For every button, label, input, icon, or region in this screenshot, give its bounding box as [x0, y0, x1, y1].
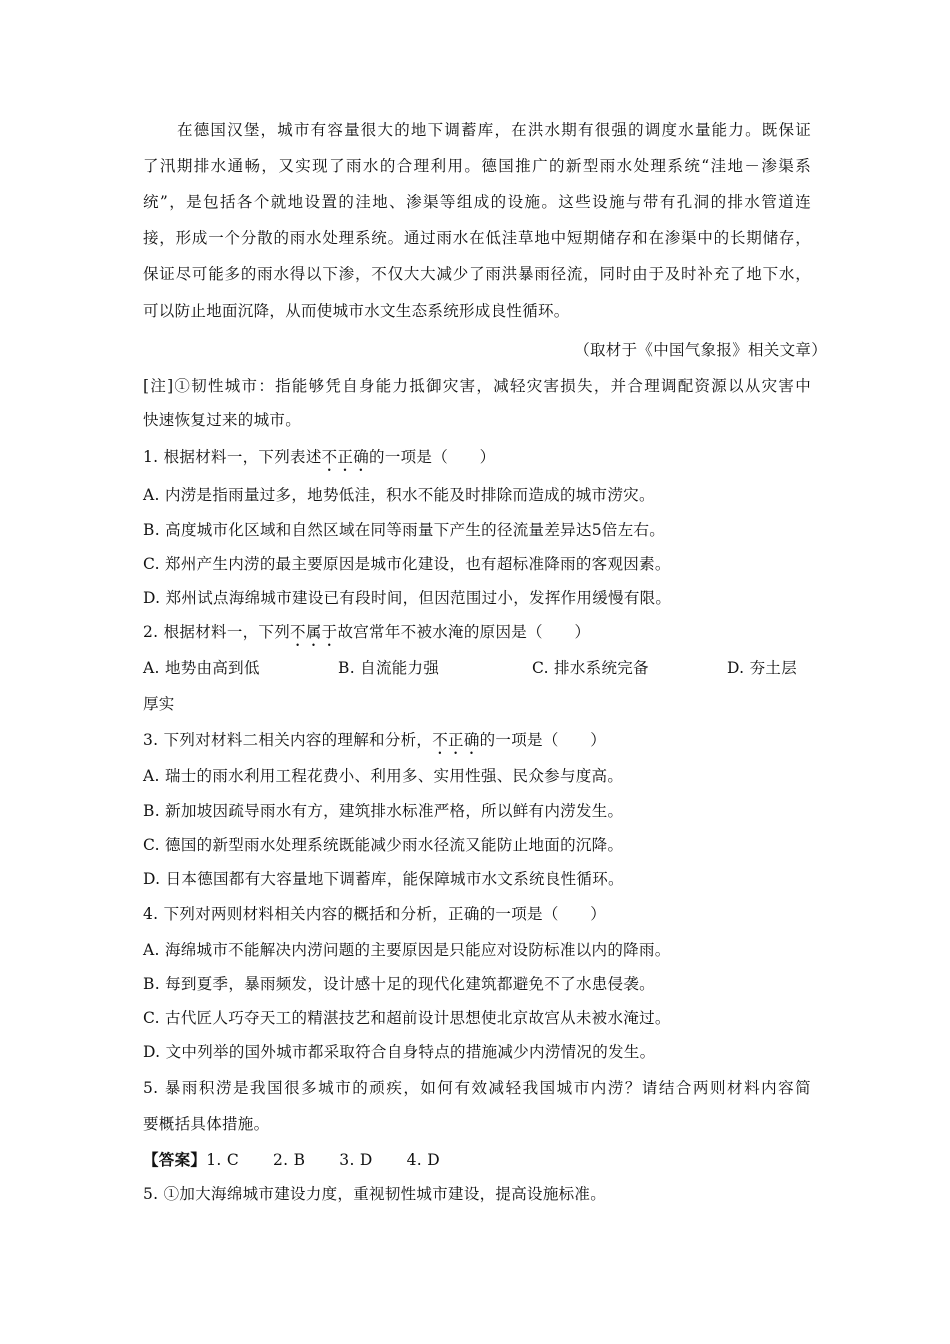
question-2-option-d-wrap: 厚实 [143, 695, 175, 713]
paragraph-line: 了汛期排水通畅，又实现了雨水的合理利用。德国推广的新型雨水处理系统“洼地－渗渠系 [143, 157, 811, 175]
question-4-stem: 4. 下列对两则材料相关内容的概括和分析，正确的一项是（ ） [143, 905, 607, 923]
emphasis-text: 不属于 [290, 623, 338, 641]
question-2-option-a: A. 地势由高到低 [143, 659, 260, 677]
question-3-option-a: A. 瑞士的雨水利用工程花费小、利用多、实用性强、民众参与度高。 [143, 767, 624, 785]
question-1-option-b: B. 高度城市化区域和自然区域在同等雨量下产生的径流量差异达5倍左右。 [143, 521, 666, 539]
answer-item: 4. D [406, 1151, 440, 1169]
question-2-option-d: D. 夯土层 [727, 659, 798, 677]
question-3-option-b: B. 新加坡因疏导雨水有方，建筑排水标准严格，所以鲜有内涝发生。 [143, 802, 624, 820]
paragraph-line: 统”，是包括各个就地设置的洼地、渗渠等组成的设施。这些设施与带有孔洞的排水管道连 [143, 193, 811, 211]
question-1-option-c: C. 郑州产生内涝的最主要原因是城市化建设，也有超标准降雨的客观因素。 [143, 555, 671, 573]
question-2-option-b: B. 自流能力强 [338, 659, 440, 677]
question-3-option-c: C. 德国的新型雨水处理系统既能减少雨水径流又能防止地面的沉降。 [143, 836, 624, 854]
question-2-option-c: C. 排水系统完备 [532, 659, 649, 677]
answer-line [143, 1150, 811, 1170]
question-4-option-c: C. 古代匠人巧夺天工的精湛技艺和超前设计思想使北京故宫从未被水淹过。 [143, 1009, 671, 1027]
question-3-stem: 3. 下列对材料二相关内容的理解和分析，不正确的一项是（ ） [143, 731, 607, 749]
question-1-stem: 1. 根据材料一，下列表述不正确的一项是（ ） [143, 448, 496, 466]
answer-item: 2. B [272, 1151, 306, 1169]
question-3-option-d: D. 日本德国都有大容量地下调蓄库，能保障城市水文系统良性循环。 [143, 870, 624, 888]
answer-item: 3. D [339, 1151, 373, 1169]
paragraph-line: 保证尽可能多的雨水得以下渗，不仅大大减少了雨洪暴雨径流，同时由于及时补充了地下水， [143, 265, 811, 283]
question-4-option-d: D. 文中列举的国外城市都采取符合自身特点的措施减少内涝情况的发生。 [143, 1043, 656, 1061]
answer-label: 【答案】 [143, 1150, 207, 1169]
paragraph-line: 可以防止地面沉降，从而使城市水文生态系统形成良性循环。 [143, 302, 570, 320]
source-citation: （取材于《中国气象报》相关文章） [574, 341, 827, 359]
question-4-option-a: A. 海绵城市不能解决内涝问题的主要原因是只能应对设防标准以内的降雨。 [143, 941, 671, 959]
paragraph-line: 接，形成一个分散的雨水处理系统。通过雨水在低洼草地中短期储存和在渗渠中的长期储存， [143, 229, 811, 247]
answer-q5-line: 5. ①加大海绵城市建设力度，重视韧性城市建设，提高设施标准。 [143, 1185, 607, 1203]
paragraph-line: 在德国汉堡，城市有容量很大的地下调蓄库，在洪水期有很强的调度水量能力。既保证 [177, 121, 811, 139]
question-4-option-b: B. 每到夏季，暴雨频发，设计感十足的现代化建筑都避免不了水患侵袭。 [143, 975, 655, 993]
emphasis-text: 不正确 [321, 448, 370, 466]
question-5-stem-cont: 要概括具体措施。 [143, 1115, 270, 1133]
question-5-stem: 5. 暴雨积涝是我国很多城市的顽疾，如何有效减轻我国城市内涝？请结合两则材料内容简 [143, 1079, 811, 1097]
note-line: [注]①韧性城市：指能够凭自身能力抵御灾害，减轻灾害损失，并合理调配资源以从灾害中 [143, 377, 811, 395]
emphasis-text: 不正确 [432, 731, 480, 749]
question-1-option-d: D. 郑州试点海绵城市建设已有段时间，但因范围过小，发挥作用缓慢有限。 [143, 589, 672, 607]
question-1-option-a: A. 内涝是指雨量过多，地势低洼，积水不能及时排除而造成的城市涝灾。 [143, 486, 655, 504]
note-line: 快速恢复过来的城市。 [143, 411, 302, 429]
question-2-stem: 2. 根据材料一，下列不属于故宫常年不被水淹的原因是（ ） [143, 623, 591, 641]
answer-item: 1. C [206, 1151, 239, 1169]
